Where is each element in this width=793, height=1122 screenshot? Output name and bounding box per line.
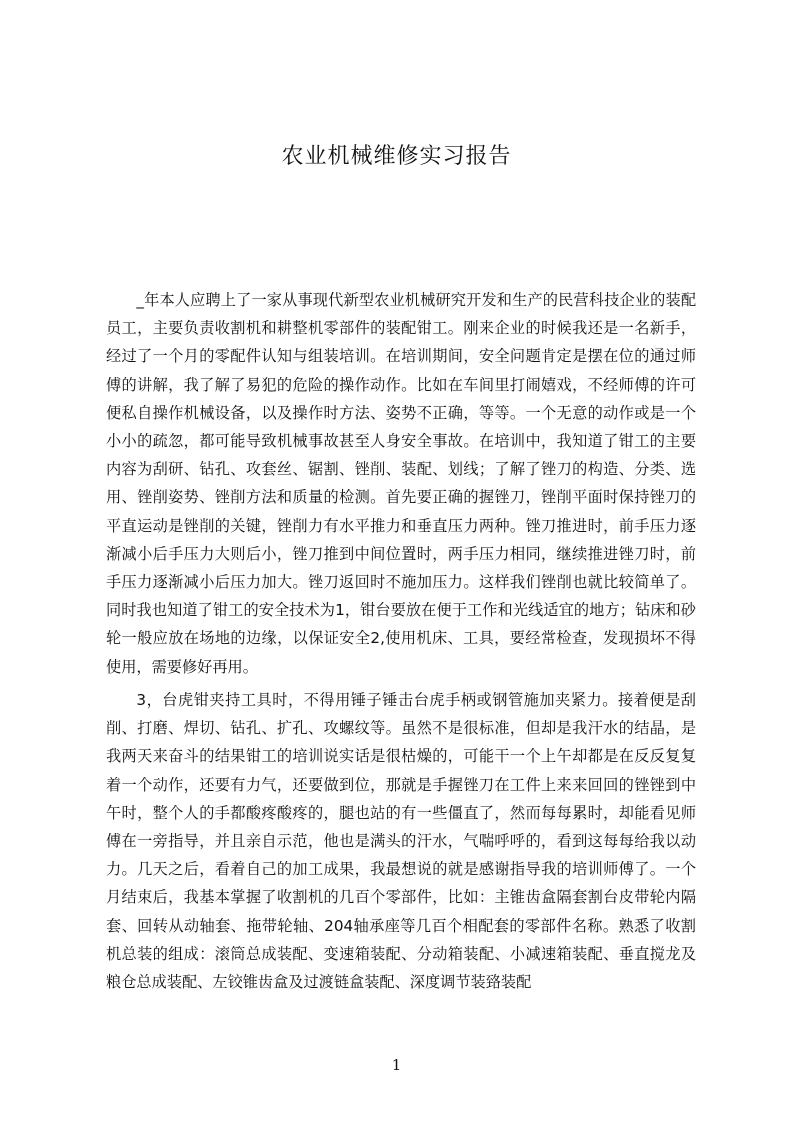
- body-paragraph: 3，台虎钳夹持工具时，不得用锤子锤击台虎手柄或钢管施加夹紧力。接着便是刮削、打磨、焊切、钻孔、扩孔、攻螺纹等。虽然不是很标准，但却是我汗水的结晶，是我两天来奋斗的结果钳工的培训说实话是很枯燥的，可能干一个上午却都是在反反复复着一个动作，还要有力气，还要做到位，那就是手握锉刀在工件上来来回回的锉锉到中午时，整个人的手都酸疼酸疼的，腿也站的有一些僵直了，然而每每累时，却能看见师傅在一旁指导，并且亲自示范，他也是满头的汗水，气喘呼呼的，看到这每每给我以动力。几天之后，看着自己的加工成果，我最想说的就是感谢指导我的培训师傅了。一个月结束后，我基本掌握了收割机的几百个零部件，比如：主锥齿盒隔套割台皮带轮内隔套、回转从动轴套、拖带轮轴、204轴承座等几百个相配套的零部件名称。熟悉了收割机总装的组成：滚筒总成装配、变速箱装配、分动箱装配、小减速箱装配、垂直搅龙及粮仓总成装配、左铰锥齿盒及过渡链盒装配、深度调节装臵装配: [106, 691, 696, 992]
- document-title: 农业机械维修实习报告: [281, 144, 512, 169]
- page-number: 1: [391, 1056, 402, 1074]
- body-paragraph: _年本人应聘上了一家从事现代新型农业机械研究开发和生产的民营科技企业的装配员工，主要负责收割机和耕整机零部件的装配钳工。刚来企业的时候我还是一名新手，经过了一个月的零配件认知与组装培训。在培训期间，安全问题肯定是摆在位的通过师傅的讲解，我了解了易犯的危险的操作动作。比如在车间里打闹嬉戏，不经师傅的许可便私自操作机械设备，以及操作时方法、姿势不正确，等等。一个无意的动作或是一个小小的疏忽，都可能导致机械事故甚至人身安全事故。在培训中，我知道了钳工的主要内容为刮研、钻孔、攻套丝、锯割、锉削、装配、划线；了解了锉刀的构造、分类、选用、锉削姿势、锉削方法和质量的检测。首先要正确的握锉刀，锉削平面时保持锉刀的平直运动是锉削的关键，锉削力有水平推力和垂直压力两种。锉刀推进时，前手压力逐渐减小后手压力大则后小，锉刀推到中间位置时，两手压力相同，继续推进锉刀时，前手压力逐渐减小后压力加大。锉刀返回时不施加压力。这样我们锉削也就比较简单了。同时我也知道了钳工的安全技术为1，钳台要放在便于工作和光线适宜的地方；钻床和砂轮一般应放在场地的边缘，以保证安全2,使用机床、工具，要经常检查，发现损坏不得使用，需要修好再用。: [106, 291, 696, 676]
